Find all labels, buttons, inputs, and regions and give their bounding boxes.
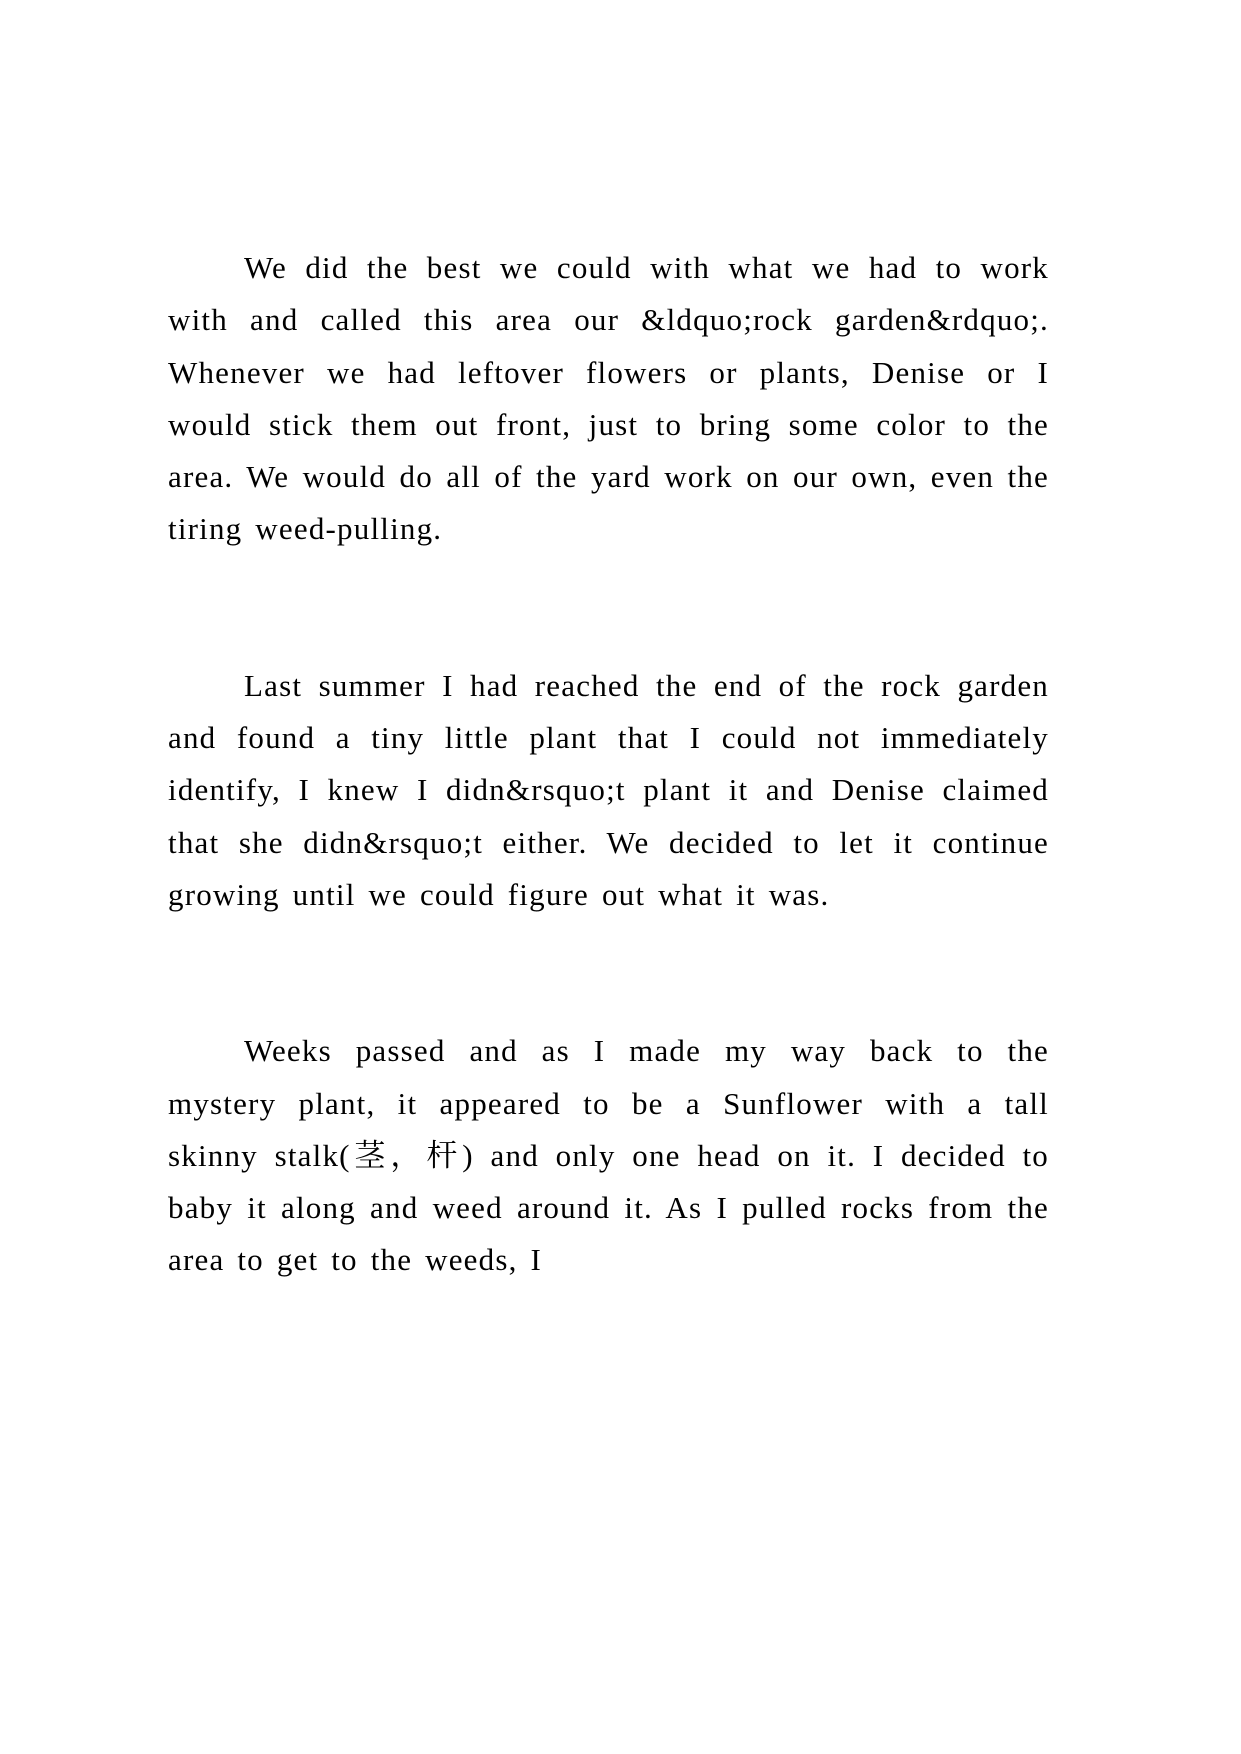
paragraph-sunflower: Weeks passed and as I made my way back to the mystery plant, it appeared to be a Sunflower with a tall skinny stalk(茎，杆) and only one head on it. I decided to baby it along and weed around it. As I pulled rocks from the area to get to the weeds, I: [168, 1033, 1049, 1278]
paragraph-rock-garden: We did the best we could with what we had to work with and called this area our &ldquo;rock garden&rdquo;. Whenever we had leftover flowers or plants, Denise or I would stick them out front, just to bring some color to the area. We would do all of the yard work on our own, even the tiring weed-pulling.: [168, 250, 1049, 547]
paragraph-mystery-plant: Last summer I had reached the end of the rock garden and found a tiny little plant that I could not immediately identify, I knew I didn&rsquo;t plant it and Denise claimed that she didn&rsquo;t either. We decided to let it continue growing until we could figure out what it was.: [168, 667, 1049, 912]
